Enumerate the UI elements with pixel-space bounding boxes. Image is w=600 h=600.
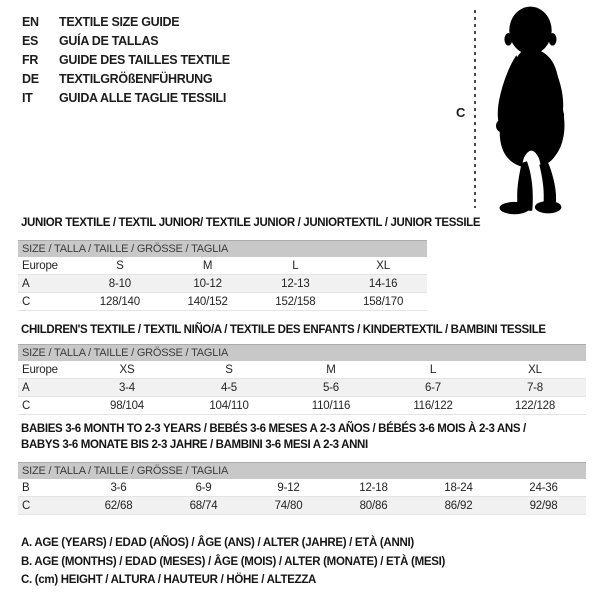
- footnote: B. AGE (MONTHS) / EDAD (MESES) / ÂGE (MOIS) / ALTER (MONATE) / ETÀ (MESI): [21, 555, 446, 568]
- size-cell: 24-36: [529, 482, 558, 494]
- size-table-header: SIZE / TALLA / TAILLE / GRÖSSE / TAGLIA: [18, 462, 586, 479]
- language-row: [22, 70, 230, 89]
- size-cell: 86/92: [444, 500, 473, 512]
- language-row: [22, 13, 230, 32]
- row-label: C: [22, 500, 31, 512]
- size-cell: 14-16: [368, 278, 398, 290]
- language-code: ES: [22, 34, 39, 48]
- size-table-header: SIZE / TALLA / TAILLE / GRÖSSE / TAGLIA: [18, 240, 427, 257]
- table-row: [18, 275, 427, 293]
- size-cell: 74/80: [274, 500, 303, 512]
- size-cell: L: [292, 260, 299, 272]
- footnote-list: [21, 534, 445, 590]
- size-cell: S: [225, 364, 233, 376]
- size-cell: 62/68: [104, 500, 133, 512]
- language-title: TEXTILGRÖßENFÜHRUNG: [59, 72, 213, 86]
- size-cell: 4-5: [220, 382, 238, 394]
- size-cell: 128/140: [99, 296, 140, 308]
- junior-table-title: JUNIOR TEXTILE / TEXTIL JUNIOR/ TEXTILE JUNIOR / JUNIORTEXTIL / JUNIOR TESSILE: [21, 217, 481, 229]
- row-label: B: [22, 482, 30, 494]
- babies-table-title-line1: BABIES 3-6 MONTH TO 2-3 YEARS / BEBÉS 3-6 MESES A 2-3 AÑOS / BÉBÉS 3-6 MOIS À 2-3 ANS /: [21, 423, 526, 435]
- children-size-table: [18, 344, 586, 415]
- table-row: [18, 479, 586, 497]
- size-cell: 140/152: [187, 296, 228, 308]
- size-cell: XS: [119, 364, 135, 376]
- row-label: Europe: [22, 260, 58, 272]
- size-cell: 158/170: [363, 296, 404, 308]
- size-cell: M: [326, 364, 336, 376]
- size-cell: 10-12: [193, 278, 222, 290]
- row-label: A: [22, 278, 30, 290]
- size-cell: 92/98: [529, 500, 558, 512]
- table-row: [18, 379, 586, 397]
- size-cell: 110/116: [311, 400, 351, 412]
- footnote: A. AGE (YEARS) / EDAD (AÑOS) / ÂGE (ANS) / ALTER (JAHRE) / ETÀ (ANNI): [21, 537, 414, 549]
- language-code: DE: [22, 72, 39, 86]
- size-cell: 3-6: [110, 482, 127, 494]
- size-cell: 104/110: [209, 400, 249, 412]
- size-cell: S: [116, 260, 124, 272]
- size-table-header: SIZE / TALLA / TAILLE / GRÖSSE / TAGLIA: [18, 344, 586, 361]
- size-cell: 12-18: [359, 482, 388, 494]
- baby-silhouette-icon: [482, 4, 586, 216]
- size-cell: 68/74: [189, 500, 218, 512]
- size-cell: 98/104: [110, 400, 144, 412]
- language-row: [22, 89, 230, 108]
- size-cell: L: [429, 364, 437, 376]
- language-code: FR: [22, 53, 39, 67]
- footnote: C. (cm) HEIGHT / ALTURA / HAUTEUR / HÖHE / ALTEZZA: [21, 574, 317, 586]
- size-cell: XL: [528, 364, 542, 376]
- row-label: A: [22, 382, 30, 394]
- size-cell: 9-12: [277, 482, 300, 494]
- row-label: C: [22, 296, 31, 308]
- table-row: [18, 293, 427, 311]
- size-cell: 116/122: [413, 400, 453, 412]
- language-row: [22, 32, 230, 51]
- row-label: Europe: [22, 364, 58, 376]
- row-label: C: [22, 400, 31, 412]
- size-cell: XL: [376, 260, 390, 272]
- language-title: GUIDE DES TAILLES TEXTILE: [59, 53, 230, 67]
- size-cell: 80/86: [359, 500, 388, 512]
- size-cell: 5-6: [322, 382, 340, 394]
- language-title: TEXTILE SIZE GUIDE: [59, 15, 180, 29]
- babies-table-title-line2: BABYS 3-6 MONATE BIS 2-3 JAHRE / BAMBINI 3-6 MESI A 2-3 ANNI: [21, 439, 368, 451]
- table-row: [18, 257, 427, 275]
- language-title: GUIDA ALLE TAGLIE TESSILI: [59, 91, 227, 105]
- language-code: EN: [22, 15, 39, 29]
- size-cell: 152/158: [275, 296, 316, 308]
- children-table-title: CHILDREN'S TEXTILE / TEXTIL NIÑO/A / TEXTILE DES ENFANTS / KINDERTEXTIL / BAMBINI TESSILE: [21, 324, 546, 336]
- language-row: [22, 51, 230, 70]
- size-cell: 8-10: [108, 278, 131, 290]
- table-row: [18, 397, 586, 415]
- size-cell: 12-13: [281, 278, 310, 290]
- babies-size-table: [18, 462, 586, 515]
- height-measure-label: C: [456, 105, 466, 120]
- baby-figure: [440, 0, 600, 220]
- size-cell: 3-4: [118, 382, 136, 394]
- language-title: GUÍA DE TALLAS: [59, 34, 159, 48]
- size-cell: 122/128: [514, 400, 556, 412]
- size-cell: 18-24: [444, 482, 473, 494]
- junior-size-table: [18, 240, 427, 311]
- size-cell: 6-7: [424, 382, 442, 394]
- table-row: [18, 361, 586, 379]
- language-code: IT: [22, 91, 33, 105]
- size-cell: 6-9: [195, 482, 212, 494]
- height-measure-line: [474, 10, 476, 208]
- language-list: [22, 13, 230, 108]
- size-cell: M: [202, 260, 213, 272]
- table-row: [18, 497, 586, 515]
- size-cell: 7-8: [526, 382, 544, 394]
